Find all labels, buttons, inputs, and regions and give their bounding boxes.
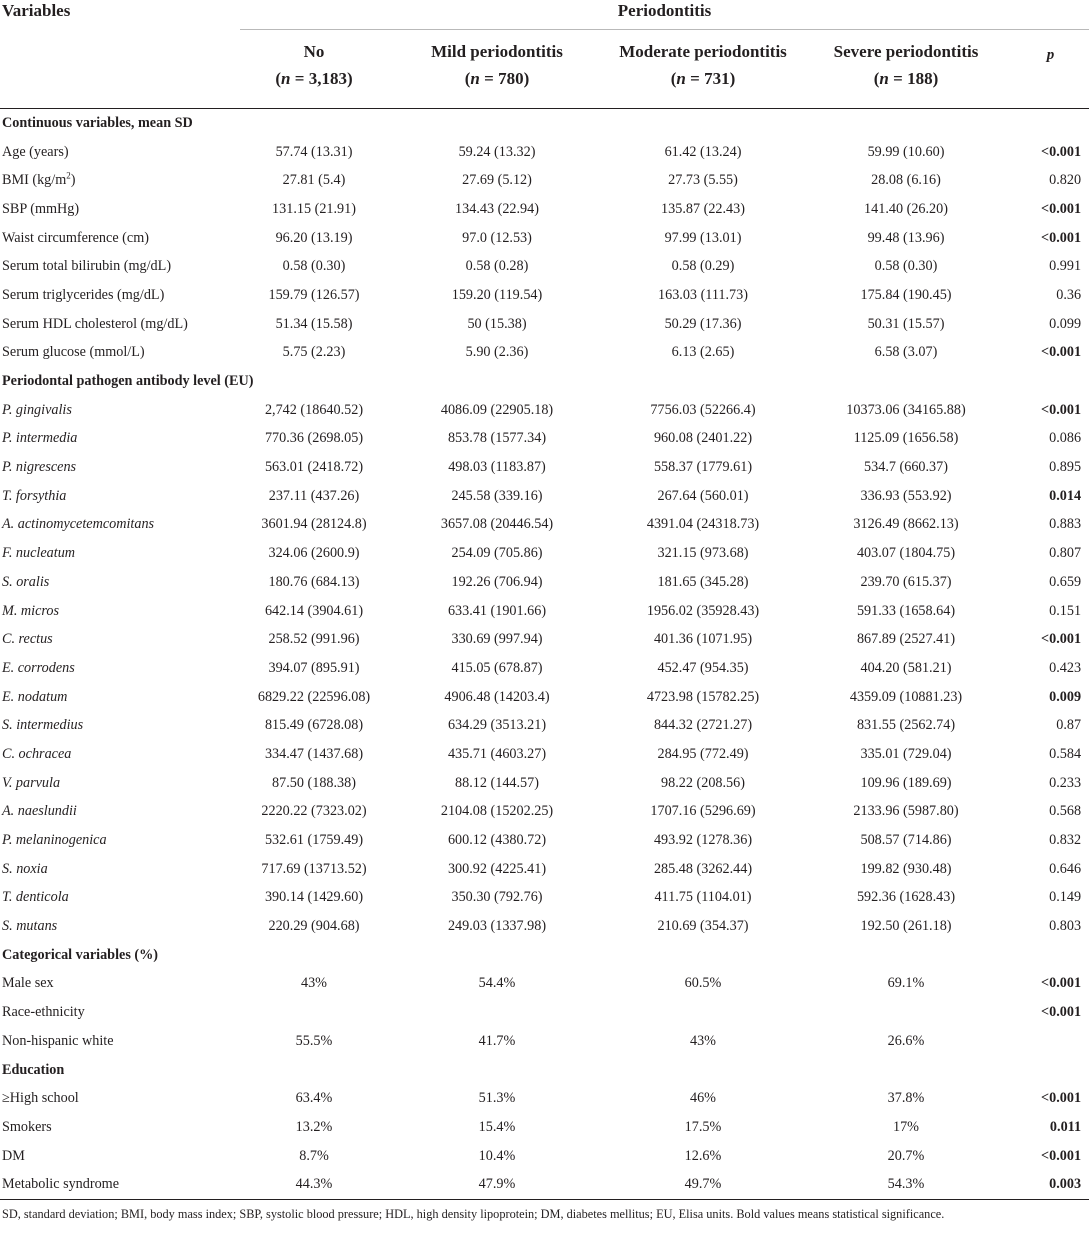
table-row: [0, 195, 1089, 224]
value-cell: 435.71 (4603.27): [447, 745, 547, 762]
value-cell: 98.22 (208.56): [661, 774, 745, 791]
value-cell: 2,742 (18640.52): [264, 401, 364, 418]
row-label: T. denticola: [2, 889, 69, 906]
value-cell: 6829.22 (22596.08): [257, 688, 371, 705]
value-cell: 43%: [300, 975, 327, 992]
value-cell: 4723.98 (15782.25): [646, 688, 760, 705]
section-header-row: [0, 941, 1089, 970]
p-value-cell: 0.883: [1049, 516, 1082, 533]
section-header-row: [0, 1056, 1089, 1085]
value-cell: 97.99 (13.01): [664, 229, 742, 246]
value-cell: 17.5%: [684, 1118, 722, 1135]
value-cell: 175.84 (190.45): [860, 286, 952, 303]
value-cell: 17%: [892, 1118, 919, 1135]
table-row: [0, 252, 1089, 281]
value-cell: 267.64 (560.01): [657, 487, 749, 504]
value-cell: 61.42 (13.24): [664, 143, 742, 160]
value-cell: 960.08 (2401.22): [653, 430, 753, 447]
value-cell: 46%: [689, 1090, 716, 1107]
value-cell: 717.69 (13713.52): [261, 860, 367, 877]
value-cell: 192.50 (261.18): [860, 918, 952, 935]
value-cell: 239.70 (615.37): [860, 573, 952, 590]
header-row-1: [0, 0, 1089, 30]
value-cell: 335.01 (729.04): [860, 745, 952, 762]
section-header-row: [0, 367, 1089, 396]
row-label: V. parvula: [2, 774, 61, 791]
table-row: [0, 625, 1089, 654]
value-cell: 249.03 (1337.98): [447, 918, 547, 935]
value-cell: 37.8%: [887, 1090, 925, 1107]
p-value-cell: 0.807: [1049, 545, 1082, 562]
table-row: [0, 396, 1089, 425]
value-cell: 633.41 (1901.66): [447, 602, 547, 619]
value-cell: 321.15 (973.68): [657, 545, 749, 562]
value-cell: 2104.08 (15202.25): [440, 803, 554, 820]
row-label: F. nucleatum: [2, 545, 76, 562]
column-name: Moderate periodontitis: [619, 42, 787, 61]
value-cell: 237.11 (437.26): [268, 487, 360, 504]
value-cell: 49.7%: [606, 1170, 800, 1199]
value-cell: 254.09 (705.86): [451, 545, 543, 562]
header-row-2: [0, 30, 1089, 109]
value-cell: 508.57 (714.86): [860, 832, 952, 849]
row-label: Age (years): [2, 143, 69, 160]
value-cell: 245.58 (339.16): [451, 487, 543, 504]
table-row: [0, 138, 1089, 167]
row-label-superscript: 2: [66, 170, 71, 181]
table-row: [0, 425, 1089, 454]
row-label-suffix: ): [70, 172, 76, 189]
value-cell: 1125.09 (1656.58): [853, 430, 959, 447]
p-value-cell: 0.87: [1056, 717, 1082, 734]
value-cell: 0.58 (0.30): [282, 258, 346, 275]
table-row: [0, 453, 1089, 482]
value-cell: 0.58 (0.28): [465, 258, 529, 275]
value-cell: 109.96 (189.69): [860, 774, 952, 791]
value-cell: 28.08 (6.16): [871, 172, 941, 189]
value-cell: 99.48 (13.96): [867, 229, 945, 246]
row-label: P. gingivalis: [2, 401, 72, 418]
value-cell: [800, 998, 1012, 1027]
value-cell: 51.34 (15.58): [275, 315, 353, 332]
table-row: [0, 310, 1089, 339]
value-cell: 44.3%: [240, 1170, 388, 1199]
table-row: [0, 998, 1089, 1027]
value-cell: 401.36 (1071.95): [653, 631, 753, 648]
row-label: Race-ethnicity: [2, 1004, 85, 1021]
value-cell: [606, 998, 800, 1027]
row-label: Metabolic syndrome: [0, 1170, 240, 1199]
column-n: (n = 731): [670, 69, 736, 88]
column-n: (n = 188): [873, 69, 939, 88]
column-header: [800, 30, 1012, 109]
value-cell: 600.12 (4380.72): [447, 832, 547, 849]
row-label: Serum total bilirubin (mg/dL): [2, 258, 172, 275]
value-cell: 134.43 (22.94): [455, 200, 539, 217]
column-name: Mild periodontitis: [431, 42, 563, 61]
table-row: [0, 597, 1089, 626]
value-cell: 50.31 (15.57): [867, 315, 945, 332]
value-cell: 15.4%: [478, 1118, 516, 1135]
row-label: E. corrodens: [2, 659, 75, 676]
value-cell: 59.99 (10.60): [867, 143, 945, 160]
p-value-cell: 0.584: [1049, 745, 1082, 762]
value-cell: 534.7 (660.37): [864, 459, 948, 476]
value-cell: 60.5%: [684, 975, 722, 992]
p-value-cell: 0.099: [1049, 315, 1082, 332]
row-label: S. intermedius: [2, 717, 84, 734]
column-header: [240, 30, 388, 109]
value-cell: 4906.48 (14203.4): [444, 688, 550, 705]
p-value-cell: <0.001: [1041, 401, 1082, 418]
row-label: Non-hispanic white: [2, 1032, 114, 1049]
section-label: Continuous variables, mean SD: [2, 114, 193, 131]
table-row: [0, 1113, 1089, 1142]
table-row: [0, 224, 1089, 253]
p-value-cell: 0.014: [1049, 487, 1082, 504]
value-cell: 54.4%: [478, 975, 516, 992]
row-label: Waist circumference (cm): [2, 229, 149, 246]
table-row: [0, 654, 1089, 683]
p-value-cell: 0.011: [1049, 1118, 1082, 1135]
value-cell: 159.79 (126.57): [268, 286, 360, 303]
row-label: C. rectus: [2, 631, 53, 648]
value-cell: 1956.02 (35928.43): [646, 602, 760, 619]
row-label: S. noxia: [2, 860, 48, 877]
value-cell: 210.69 (354.37): [657, 918, 749, 935]
value-cell: 867.89 (2527.41): [856, 631, 956, 648]
value-cell: 415.05 (678.87): [451, 659, 543, 676]
p-value-cell: 0.003: [1012, 1170, 1089, 1199]
value-cell: 51.3%: [478, 1090, 516, 1107]
p-value-cell: 0.646: [1049, 860, 1082, 877]
value-cell: 220.29 (904.68): [268, 918, 360, 935]
row-label-text: BMI (kg/m: [2, 172, 67, 189]
value-cell: 131.15 (21.91): [272, 200, 356, 217]
p-value-cell: 0.659: [1049, 573, 1082, 590]
table-row: [0, 884, 1089, 913]
value-cell: 300.92 (4225.41): [447, 860, 547, 877]
value-cell: 27.69 (5.12): [462, 172, 532, 189]
value-cell: 8.7%: [299, 1147, 329, 1164]
value-cell: 334.47 (1437.68): [264, 745, 364, 762]
row-label: P. nigrescens: [2, 459, 77, 476]
p-value-cell: <0.001: [1041, 1090, 1082, 1107]
section-header-row: [0, 109, 1089, 138]
row-label: E. nodatum: [2, 688, 68, 705]
p-value-cell: 0.233: [1049, 774, 1082, 791]
value-cell: 199.82 (930.48): [860, 860, 952, 877]
value-cell: 411.75 (1104.01): [654, 889, 752, 906]
value-cell: 2220.22 (7323.02): [261, 803, 367, 820]
value-cell: 844.32 (2721.27): [653, 717, 753, 734]
value-cell: 10.4%: [478, 1147, 516, 1164]
p-value-cell: <0.001: [1041, 1004, 1082, 1021]
value-cell: 88.12 (144.57): [455, 774, 539, 791]
value-cell: 532.61 (1759.49): [264, 832, 364, 849]
value-cell: 330.69 (997.94): [451, 631, 543, 648]
value-cell: 3126.49 (8662.13): [853, 516, 959, 533]
p-value-cell: 0.895: [1049, 459, 1082, 476]
variables-header: Variables: [2, 1, 71, 20]
row-label: Smokers: [2, 1118, 52, 1135]
value-cell: 394.07 (895.91): [268, 659, 360, 676]
value-cell: 43%: [689, 1032, 716, 1049]
table-row: [0, 166, 1089, 195]
value-cell: 41.7%: [478, 1032, 516, 1049]
row-label: Serum triglycerides (mg/dL): [2, 286, 165, 303]
row-label: [0, 166, 240, 195]
p-value-cell: <0.001: [1041, 631, 1082, 648]
table-row: [0, 740, 1089, 769]
table-footnote: SD, standard deviation; BMI, body mass index; SBP, systolic blood pressure; HDL, high density lipoprotein; DM, diabetes mellitus; EU, Elisa units. Bold values means statistical significance.: [2, 1207, 945, 1222]
value-cell: 50.29 (17.36): [664, 315, 742, 332]
value-cell: 324.06 (2600.9): [268, 545, 360, 562]
row-label: A. actinomycetemcomitans: [2, 516, 155, 533]
value-cell: 54.3%: [800, 1170, 1012, 1199]
value-cell: 403.07 (1804.75): [856, 545, 956, 562]
p-value-cell: <0.001: [1041, 344, 1082, 361]
value-cell: 141.40 (26.20): [864, 200, 948, 217]
value-cell: 591.33 (1658.64): [856, 602, 956, 619]
p-value-cell: 0.151: [1049, 602, 1082, 619]
value-cell: 4086.09 (22905.18): [440, 401, 554, 418]
row-label: C. ochracea: [2, 745, 72, 762]
value-cell: 4359.09 (10881.23): [849, 688, 963, 705]
value-cell: 26.6%: [887, 1032, 925, 1049]
value-cell: 853.78 (1577.34): [447, 430, 547, 447]
value-cell: 592.36 (1628.43): [856, 889, 956, 906]
value-cell: 2133.96 (5987.80): [853, 803, 959, 820]
table-row: [0, 1027, 1089, 1056]
value-cell: 3601.94 (28124.8): [261, 516, 367, 533]
p-value-cell: 0.36: [1056, 286, 1082, 303]
table-row: [0, 798, 1089, 827]
table-row: [0, 539, 1089, 568]
section-label: Periodontal pathogen antibody level (EU): [2, 373, 254, 390]
value-cell: 47.9%: [388, 1170, 606, 1199]
value-cell: 87.50 (188.38): [272, 774, 356, 791]
value-cell: 27.81 (5.4): [282, 172, 346, 189]
table-row: [0, 1084, 1089, 1113]
value-cell: 6.13 (2.65): [671, 344, 735, 361]
column-n: (n = 780): [464, 69, 530, 88]
table-row: [0, 511, 1089, 540]
value-cell: 96.20 (13.19): [275, 229, 353, 246]
column-name: No: [303, 42, 325, 61]
table-row: [0, 1142, 1089, 1171]
p-value-cell: 0.991: [1049, 258, 1082, 275]
value-cell: 59.24 (13.32): [458, 143, 536, 160]
column-name: Severe periodontitis: [833, 42, 979, 61]
column-header: [388, 30, 606, 109]
table-row: [0, 711, 1089, 740]
value-cell: 50 (15.38): [467, 315, 527, 332]
value-cell: 0.58 (0.29): [671, 258, 735, 275]
table-row: [0, 912, 1089, 941]
value-cell: 284.95 (772.49): [657, 745, 749, 762]
value-cell: 180.76 (684.13): [268, 573, 360, 590]
table-row: [0, 568, 1089, 597]
table-row: [0, 339, 1089, 368]
row-label: DM: [2, 1147, 25, 1164]
value-cell: 5.75 (2.23): [282, 344, 346, 361]
value-cell: 558.37 (1779.61): [653, 459, 753, 476]
value-cell: 770.36 (2698.05): [264, 430, 364, 447]
row-label: ≥High school: [2, 1090, 79, 1107]
value-cell: 350.30 (792.76): [451, 889, 543, 906]
value-cell: 493.92 (1278.36): [653, 832, 753, 849]
value-cell: 6.58 (3.07): [874, 344, 938, 361]
row-label: P. melaninogenica: [2, 832, 107, 849]
value-cell: 258.52 (991.96): [268, 631, 360, 648]
value-cell: 57.74 (13.31): [275, 143, 353, 160]
value-cell: 27.73 (5.55): [668, 172, 738, 189]
table-row: [0, 826, 1089, 855]
value-cell: 815.49 (6728.08): [264, 717, 364, 734]
value-cell: [388, 998, 606, 1027]
p-value-cell: 0.423: [1049, 659, 1082, 676]
table-row: [0, 769, 1089, 798]
p-value-cell: 0.149: [1049, 889, 1082, 906]
table-body: [0, 109, 1089, 1200]
value-cell: 12.6%: [684, 1147, 722, 1164]
table-row: [0, 482, 1089, 511]
p-value-cell: [1012, 1027, 1089, 1056]
value-cell: 63.4%: [295, 1090, 333, 1107]
table-row: [0, 970, 1089, 999]
value-cell: 5.90 (2.36): [465, 344, 529, 361]
row-label: T. forsythia: [2, 487, 67, 504]
header-empty-cell: [0, 30, 240, 109]
value-cell: 498.03 (1183.87): [448, 459, 546, 476]
value-cell: 163.03 (111.73): [658, 286, 748, 303]
value-cell: 55.5%: [295, 1032, 333, 1049]
row-label: S. mutans: [2, 918, 58, 935]
value-cell: 285.48 (3262.44): [653, 860, 753, 877]
p-value-cell: <0.001: [1041, 229, 1082, 246]
value-cell: 7756.03 (52266.4): [650, 401, 756, 418]
p-value-cell: <0.001: [1041, 975, 1082, 992]
value-cell: 1707.16 (5296.69): [650, 803, 756, 820]
p-value-cell: 0.820: [1049, 172, 1082, 189]
row-label: A. naeslundii: [2, 803, 77, 820]
value-cell: 336.93 (553.92): [860, 487, 952, 504]
value-cell: 0.58 (0.30): [874, 258, 938, 275]
value-cell: 404.20 (581.21): [860, 659, 952, 676]
value-cell: 13.2%: [295, 1118, 333, 1135]
p-value-cell: 0.009: [1049, 688, 1082, 705]
column-n: (n = 3,183): [275, 69, 353, 88]
table-row: [0, 855, 1089, 884]
value-cell: 4391.04 (24318.73): [646, 516, 760, 533]
p-value-cell: 0.803: [1049, 918, 1082, 935]
table-row: [0, 683, 1089, 712]
value-cell: 97.0 (12.53): [462, 229, 532, 246]
section-label: Education: [2, 1061, 65, 1078]
value-cell: 20.7%: [887, 1147, 925, 1164]
p-value-cell: <0.001: [1041, 143, 1082, 160]
value-cell: 10373.06 (34165.88): [846, 401, 966, 418]
table-row: [0, 1170, 1089, 1199]
periodontitis-header: Periodontitis: [240, 0, 1089, 30]
row-label: Serum glucose (mmol/L): [2, 344, 145, 361]
value-cell: 181.65 (345.28): [657, 573, 749, 590]
p-value-cell: 0.832: [1049, 832, 1082, 849]
value-cell: 634.29 (3513.21): [447, 717, 547, 734]
value-cell: 3657.08 (20446.54): [440, 516, 554, 533]
row-label: Male sex: [2, 975, 54, 992]
value-cell: 831.55 (2562.74): [856, 717, 956, 734]
row-label: SBP (mmHg): [2, 200, 80, 217]
row-label: S. oralis: [2, 573, 50, 590]
value-cell: 390.14 (1429.60): [264, 889, 364, 906]
row-label: Serum HDL cholesterol (mg/dL): [2, 315, 188, 332]
section-label: Categorical variables (%): [2, 946, 159, 963]
value-cell: [240, 998, 388, 1027]
p-value-cell: <0.001: [1041, 1147, 1082, 1164]
column-header: [606, 30, 800, 109]
value-cell: 159.20 (119.54): [451, 286, 543, 303]
value-cell: 69.1%: [887, 975, 925, 992]
table-row: [0, 281, 1089, 310]
value-cell: 135.87 (22.43): [661, 200, 745, 217]
p-value-header: p: [1012, 30, 1089, 109]
value-cell: 192.26 (706.94): [451, 573, 543, 590]
value-cell: 452.47 (954.35): [657, 659, 749, 676]
p-value-cell: 0.568: [1049, 803, 1082, 820]
row-label: M. micros: [2, 602, 60, 619]
value-cell: 563.01 (2418.72): [264, 459, 364, 476]
p-value-cell: 0.086: [1049, 430, 1082, 447]
p-value-cell: <0.001: [1041, 200, 1082, 217]
value-cell: 642.14 (3904.61): [264, 602, 364, 619]
row-label: P. intermedia: [2, 430, 78, 447]
